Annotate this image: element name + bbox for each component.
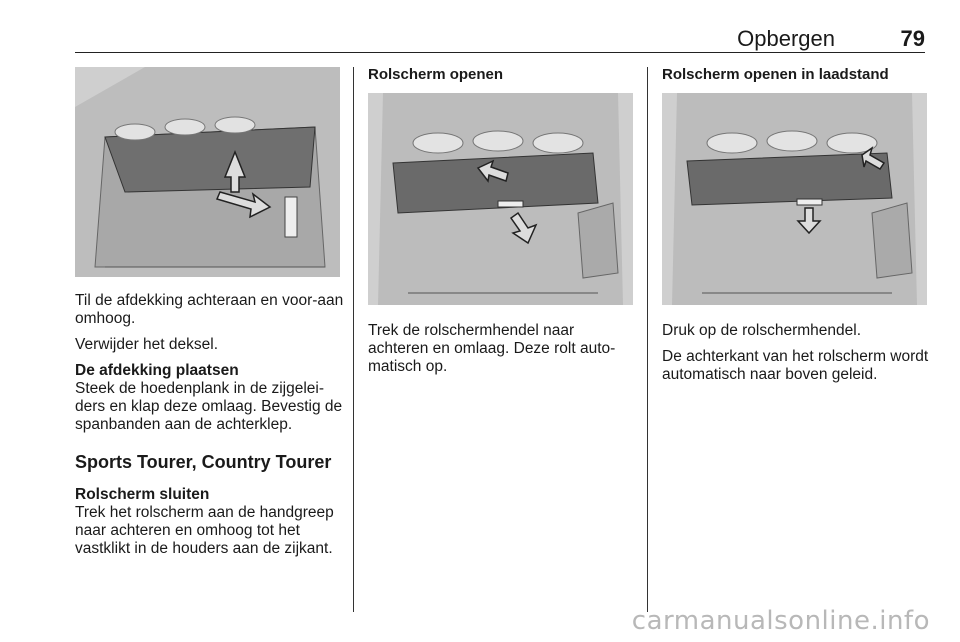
col1-text-bottom	[75, 486, 355, 566]
col3-para1: Druk op de rolschermhendel.	[662, 322, 862, 339]
column-divider-2	[647, 67, 648, 612]
col2-text	[368, 322, 638, 384]
col3-caption: Rolscherm openen in laadstand	[662, 66, 889, 83]
page-title: Opbergen	[737, 26, 835, 51]
col3-text	[662, 322, 932, 392]
watermark: carmanualsonline.info	[631, 606, 930, 636]
col3-para2: De achterkant van het rolscherm wordt automatisch naar boven geleid.	[662, 348, 929, 383]
figure-roller-cover-load-position	[662, 93, 927, 305]
col2-caption: Rolscherm openen	[368, 66, 504, 83]
col1-para2: Verwijder het deksel.	[75, 336, 219, 353]
col2-para: Trek de rolschermhendel naar achteren en omlaag. Deze rolt auto-matisch op.	[368, 322, 616, 375]
column-divider-1	[353, 67, 354, 612]
figure-cargo-cover-hatchback	[75, 67, 340, 277]
sub1-title: De afdekking plaatsen	[75, 362, 239, 379]
sub1-text: Steek de hoedenplank in de zijgelei-ders en klap deze omlaag. Bevestig de spanbanden aan de achterklep.	[75, 380, 343, 433]
sub2-text: Trek het rolscherm aan de handgreep naar achteren en omhoog tot het vastklikt in de houders aan de zijkant.	[75, 504, 334, 557]
figure-roller-cover-open	[368, 93, 633, 305]
page-number: 79	[900, 26, 925, 51]
section-title: Sports Tourer, Country Tourer	[75, 452, 332, 472]
page-header	[75, 26, 925, 53]
sub2-title: Rolscherm sluiten	[75, 486, 210, 503]
col1-para1: Til de afdekking achteraan en voor-aan omhoog.	[75, 292, 344, 327]
col1-text-top	[75, 292, 345, 442]
